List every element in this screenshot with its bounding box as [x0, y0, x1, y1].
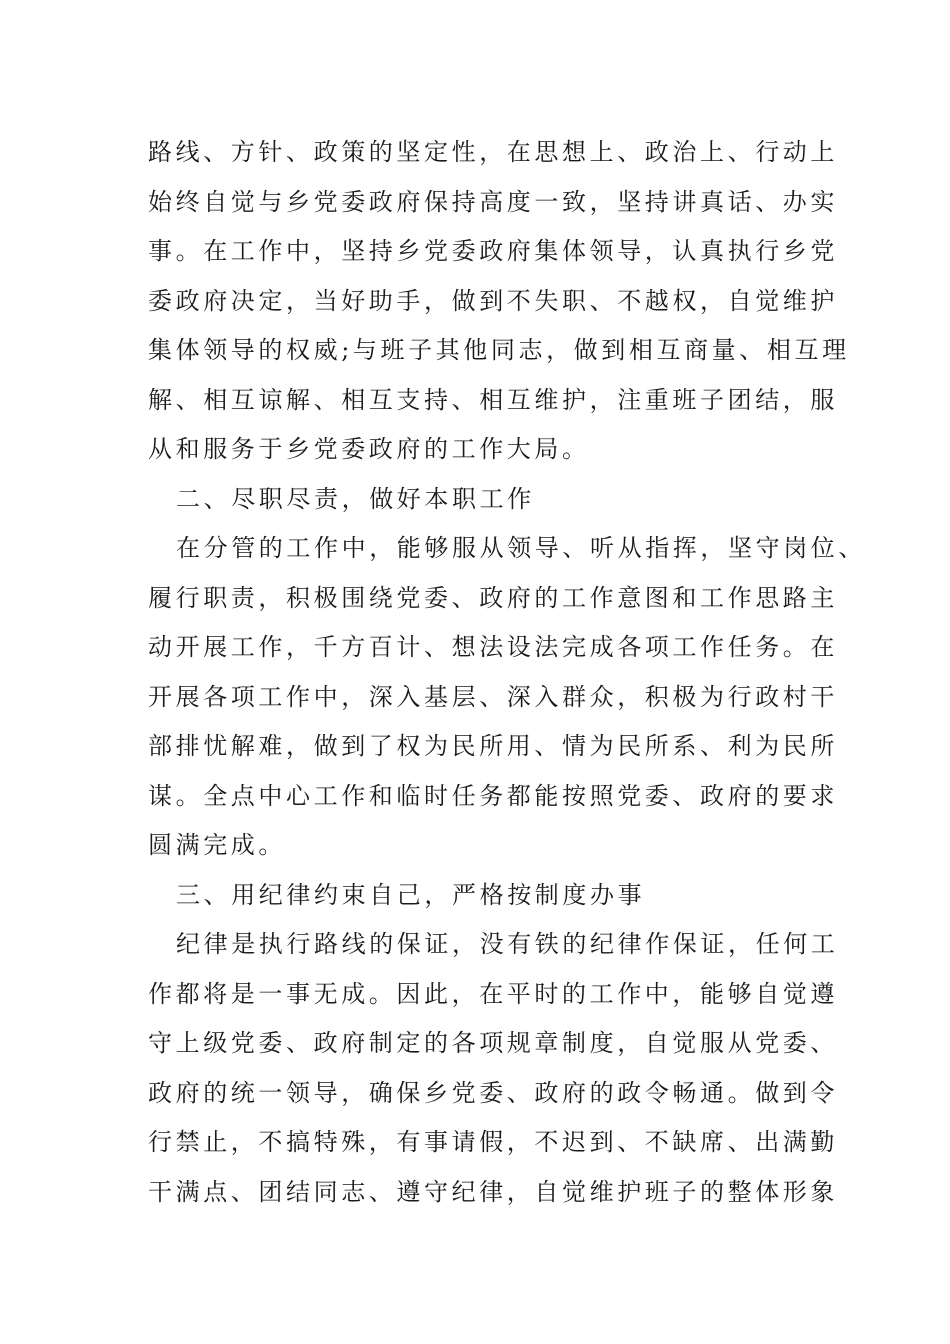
text-line: 事。在工作中，坚持乡党委政府集体领导，认真执行乡党	[148, 237, 838, 265]
text-line: 干满点、团结同志、遵守纪律，自觉维护班子的整体形象	[148, 1177, 838, 1206]
text-line: 委政府决定，当好助手，做到不失职、不越权，自觉维护	[148, 286, 838, 315]
text-line: 集体领导的权威;与班子其他同志，做到相互商量、相互理	[148, 336, 850, 364]
text-line: 谋。全点中心工作和临时任务都能按照党委、政府的要求	[148, 781, 838, 810]
section-heading-3: 三、用纪律约束自己，严格按制度办事	[176, 880, 646, 909]
text-line: 从和服务于乡党委政府的工作大局。	[148, 435, 590, 463]
text-line: 解、相互谅解、相互支持、相互维护，注重班子团结，服	[148, 385, 838, 414]
document-body	[148, 128, 866, 1217]
text-line: 行禁止，不搞特殊，有事请假，不迟到、不缺席、出满勤	[148, 1128, 838, 1156]
text-line: 路线、方针、政策的坚定性，在思想上、政治上、行动上	[148, 138, 838, 166]
text-line: 作都将是一事无成。因此，在平时的工作中，能够自觉遵	[148, 979, 838, 1008]
text-line: 圆满完成。	[148, 831, 286, 859]
text-line: 部排忧解难，做到了权为民所用、情为民所系、利为民所	[148, 732, 838, 760]
section-heading-2: 二、尽职尽责，做好本职工作	[176, 484, 535, 513]
text-line: 动开展工作，千方百计、想法设法完成各项工作任务。在	[148, 633, 838, 661]
text-line: 开展各项工作中，深入基层、深入群众，积极为行政村干	[148, 682, 838, 711]
text-line: 履行职责，积极围绕党委、政府的工作意图和工作思路主	[148, 583, 838, 612]
text-line: 在分管的工作中，能够服从领导、听从指挥，坚守岗位、	[176, 534, 866, 562]
text-line: 始终自觉与乡党委政府保持高度一致，坚持讲真话、办实	[148, 187, 838, 216]
text-line: 守上级党委、政府制定的各项规章制度，自觉服从党委、	[148, 1029, 838, 1057]
text-line: 纪律是执行路线的保证，没有铁的纪律作保证，任何工	[176, 930, 839, 958]
text-line: 政府的统一领导，确保乡党委、政府的政令畅通。做到令	[148, 1078, 838, 1107]
